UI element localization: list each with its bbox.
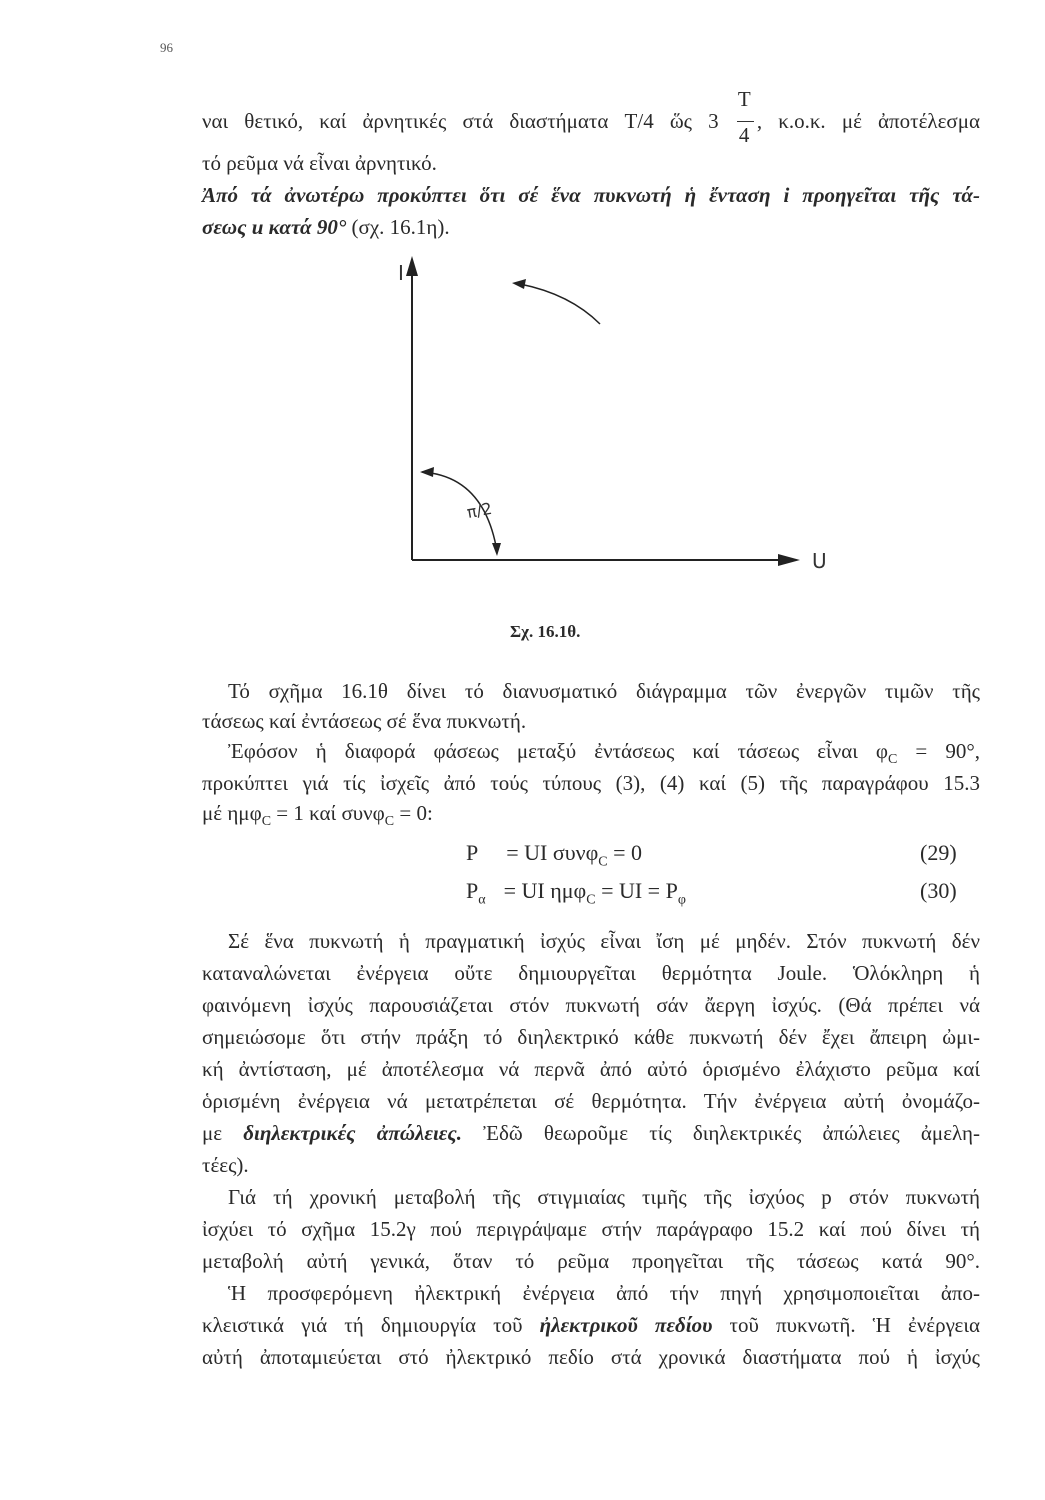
para1-l5-sub2: C (384, 814, 395, 830)
angle-arrowhead-end (492, 543, 501, 556)
para1-line-3 (228, 738, 980, 773)
para2-l7-a: με (202, 1121, 244, 1145)
para2-line-8: τέες). (202, 1153, 249, 1177)
equation-29 (466, 840, 642, 870)
current-arrowhead (406, 256, 418, 276)
para1-text-a: Ἐφόσον ἡ διαφορά φάσεως μεταξύ ἐντάσεως καί τάσεως εἶναι φ (228, 739, 889, 763)
angle-label: π/2 (465, 498, 494, 522)
para3-line-2: ἰσχύει τό σχῆμα 15.2γ πού περιγράψαμε στήν παράγραφο 15.2 καί πού δίνει τή (202, 1217, 980, 1241)
para1-line-2: τάσεως καί ἐντάσεως σέ ἕνα πυκνωτή. (202, 709, 527, 733)
eq30-rhs-a: = UI ημφ (503, 878, 587, 903)
intro-line-1 (202, 87, 981, 147)
para2-line-6: ὁρισμένη ἐνέργεια νά μετατρέπεται σέ θερμότητα. Τήν ἐνέργεια αὐτή ὀνομάζο- (202, 1089, 980, 1113)
para4-line-1: Ἡ προσφερόμενη ἠλεκτρική ἐνέργεια ἀπό τήν πηγή χρησιμοποιεῖται ἀπο- (228, 1281, 980, 1305)
para1-line-4: προκύπτει γιά τίς ἰσχεῖς ἀπό τούς τύπους (3), (4) καί (5) τῆς παραγράφου 15.3 (202, 771, 980, 795)
para4-line-3: αὐτή ἀποταμιεύεται στό ἠλεκτρικό πεδίο στά χρονικά διαστήματα πού ἡ ἰσχύς (202, 1345, 980, 1369)
para4-l2-b: τοῦ πυκνωτῆ. Ἡ ἐνέργεια (712, 1313, 981, 1337)
intro-text-b: , κ.ο.κ. μέ ἀποτέλεσμα (756, 109, 981, 133)
rotation-arc (520, 284, 600, 324)
equation-29-number: (29) (920, 840, 957, 865)
current-axis-label: I (398, 261, 404, 285)
eq30-rhs-sub2: φ (677, 892, 686, 908)
equation-30-number: (30) (920, 878, 957, 903)
eq29-rhs-sub: C (598, 854, 608, 870)
eq29-lhs: P (466, 840, 479, 865)
para1-line-1: Τό σχῆμα 16.1θ δίνει τό διανυσματικό διάγραμμα τῶν ἐνεργῶν τιμῶν τῆς (228, 679, 980, 703)
para2-l7-b: Ἐδῶ θεωροῦμε τίς διηλεκτρικές ἀπώλειες ἀμελη- (462, 1121, 980, 1145)
para4-l2-a: κλειστικά γιά τή δημιουργία τοῦ (202, 1313, 540, 1337)
para1-l5-sub1: C (261, 814, 272, 830)
figure-caption: Σχ. 16.1θ. (510, 622, 581, 641)
intro-bold-text: σεως u κατά 90° (202, 215, 347, 239)
para4-line-2 (202, 1312, 980, 1338)
dielectric-losses-term: διηλεκτρικές ἀπώλειες. (243, 1121, 463, 1145)
electric-field-term: ἠλεκτρικοῦ πεδίου (539, 1313, 713, 1337)
intro-text-a: ναι θετικό, καί ἀρνητικές στά διαστήματα T/4 ὥς 3 (202, 109, 719, 133)
para2-line-2: καταναλώνεται ἐνέργεια οὔτε δημιουργεῖται θερμότητα Joule. Ὁλόκληρη ἡ (202, 961, 980, 985)
para3-line-1: Γιά τή χρονική μεταβολή τῆς στιγμιαίας τιμῆς τῆς ἰσχύος p στόν πυκνωτή (228, 1185, 980, 1209)
para1-l5-a: μέ ημφ (202, 801, 262, 825)
eq29-rhs-a: = UI συνφ (506, 840, 599, 865)
phasor-diagram (360, 250, 860, 590)
para1-l5-b: = 1 καί συνφ (271, 801, 385, 825)
para2-line-4: σημειώσομε ὅτι στήν πράξη τό διηλεκτρικό κάθε πυκνωτή δέν ἔχει ἄπειρη ὠμι- (202, 1025, 980, 1049)
para1-text-b: = 90°, (897, 739, 980, 763)
voltage-axis-label: U (812, 549, 827, 573)
para2-line-3: φαινόμενη ἰσχύς παρουσιάζεται στόν πυκνωτή σάν ἄεργη ἰσχύς. (Θά πρέπει νά (202, 993, 980, 1017)
eq30-rhs-b: = UI = P (595, 878, 678, 903)
para2-line-5: κή ἀντίσταση, μέ ἀποτέλεσμα νά περνᾶ ἀπό αὐτό ὁρισμένο ἐλάχιστο ρεῦμα καί (202, 1057, 980, 1081)
para1-sub: C (888, 752, 898, 768)
para2-line-1: Σέ ἕνα πυκνωτή ἡ πραγματική ἰσχύς εἶναι ἴση μέ μηδέν. Στόν πυκνωτή δέν (228, 929, 980, 953)
voltage-arrowhead (778, 554, 800, 566)
equation-30 (466, 878, 686, 908)
para1-line-5 (202, 800, 980, 835)
eq30-lhs-sub: α (478, 892, 486, 908)
fraction-numerator: T (737, 87, 751, 111)
fraction-denominator: 4 (738, 123, 750, 147)
intro-line-2: τό ρεῦμα νά εἶναι ἀρνητικό. (202, 151, 437, 175)
fraction-t-over-4 (735, 87, 757, 147)
rotation-arrowhead (512, 279, 526, 289)
page-number: 96 (160, 40, 173, 55)
para2-line-7 (202, 1120, 980, 1146)
intro-line-4 (202, 214, 980, 240)
eq29-rhs-b: = 0 (607, 840, 643, 865)
intro-line-3: Ἀπό τά ἀνωτέρω προκύπτει ὅτι σέ ἕνα πυκνωτή ἡ ἔνταση i προηγεῖται τῆς τά- (202, 183, 980, 207)
para3-line-3: μεταβολή αὐτή γενικά, ὅταν τό ρεῦμα προηγεῖται τῆς τάσεως κατά 90°. (202, 1249, 980, 1273)
eq30-lhs: P (466, 878, 479, 903)
angle-arrowhead-start (420, 467, 434, 477)
eq30-rhs-sub: C (586, 892, 596, 908)
intro-figure-ref: (σχ. 16.1η). (346, 215, 450, 239)
para1-l5-c: = 0: (394, 801, 433, 825)
